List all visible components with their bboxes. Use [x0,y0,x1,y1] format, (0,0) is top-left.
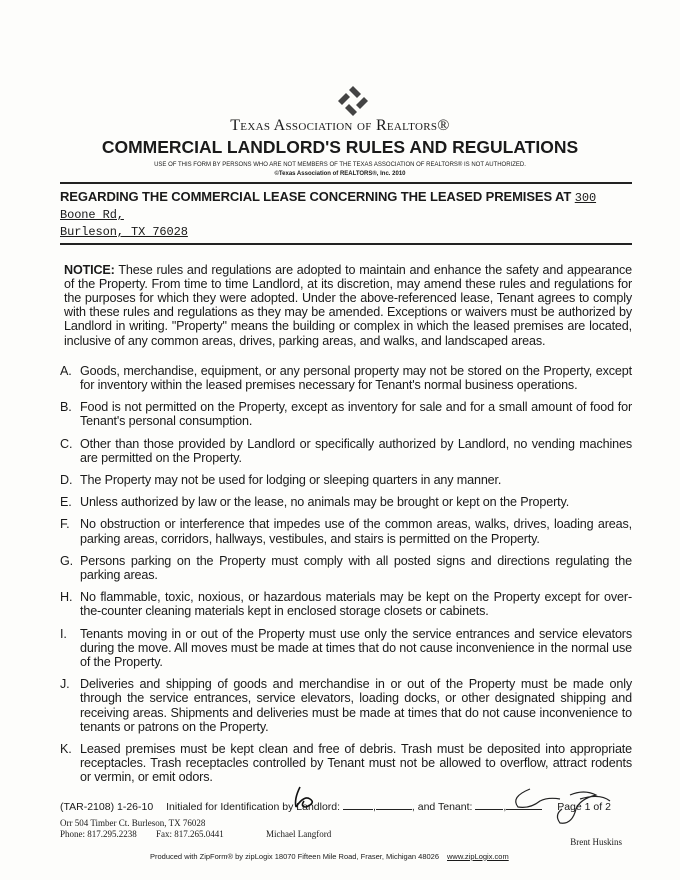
footer-initials-row: (TAR-2108) 1-26-10 Initialed for Identification by Landlord: , , and Tenant: , Page 1 of 2 [60,799,632,814]
rules-list [60,364,632,785]
rule-item [60,627,632,670]
client-name: Brent Huskins [570,836,622,847]
rule-text: The Property may not be used for lodging or sleeping quarters in any manner. [80,472,502,487]
rule-letter: A. [60,363,72,378]
tenant-initials-signature [500,785,620,830]
rule-item [60,495,632,509]
landlord-initial-1[interactable] [343,799,373,810]
rule-text: No flammable, toxic, noxious, or hazardous materials may be kept on the Property except for over-the-counter cleaning materials kept in enclosed storage closets or cabinets. [80,590,632,619]
address-line2: Burleson, TX 76028 [60,225,188,239]
regarding-section [60,189,632,240]
page-title: COMMERCIAL LANDLORD'S RULES AND REGULATIONS [101,137,579,157]
form-id: (TAR-2108) 1-26-10 [60,800,154,813]
rule-letter: K. [60,741,72,756]
initialed-label: Initialed for Identification by Landlord: [166,800,341,813]
produced-text: Produced with ZipForm® by zipLogix 18070 Fifteen Mile Road, Fraser, Michigan 48026 [150,851,440,861]
rule-text: Other than those provided by Landlord or specifically authorized by Landlord, no vending machines are permitted on the Property. [80,436,632,465]
rule-letter: I. [60,626,67,641]
office-address: Orr 504 Timber Ct. Burleson, TX 76028 [60,817,206,828]
contact-row [60,829,632,848]
rule-letter: F. [60,517,70,532]
divider [60,243,632,245]
form-body [60,182,632,862]
page-number: Page 1 of 2 [557,800,611,813]
usage-notice: USE OF THIS FORM BY PERSONS WHO ARE NOT MEMBERS OF THE TEXAS ASSOCIATION OF REALTORS® IS NOT AUTHORIZED. [154,162,526,168]
landlord-initial-2[interactable] [376,799,412,810]
notice-text: These rules and regulations are adopted to maintain and enhance the safety and appearance of the Property. From time to time Landlord, at its discretion, may amend these rules and regulations for the purposes for which they were adopted. Under the above-referenced lease, Tenant agrees to comply with these rules and regulations as they may be amended. Exceptions or waivers must be authorized by Landlord in writing. "Property" means the building or complex in which the leased premises are located, inclusive of any common areas, drives, parking areas, and walks, and landscaped areas. [64,262,632,348]
landlord-initials-signature [290,785,320,811]
rule-text: Persons parking on the Property must comply with all posted signs and directions regulating the parking areas. [80,553,632,582]
rule-letter: C. [60,436,73,451]
rule-text: Deliveries and shipping of goods and merchandise in or out of the Property must be made only through the service entrances, service elevators, loading docks, or other designated shipping and receiving areas. Shipments and deliveries must be made at times that do not cause inconvenience to tenants or patrons on the Property. [80,677,632,734]
rule-item [60,517,632,545]
rule-item [60,554,632,582]
rule-text: Unless authorized by law or the lease, no animals may be brought or kept on the Property. [80,495,570,510]
agent-name: Michael Langford [266,828,332,839]
rule-letter: E. [60,495,72,510]
rule-text: Tenants moving in or out of the Property must use only the service entrances and service elevators during the move. All moves must be made at times that do not cause inconvenience in the normal use of the Property. [80,626,632,669]
rule-letter: J. [60,677,70,692]
rule-item [60,400,632,428]
rule-item [60,742,632,785]
rule-item [60,473,632,487]
regarding-label: REGARDING THE COMMERCIAL LEASE CONCERNING THE LEASED PREMISES AT [60,189,572,204]
rule-text: Goods, merchandise, equipment, or any personal property may not be stored on the Property, except for inventory within the leased premises necessary for Tenant's normal business operations. [80,363,632,392]
copyright: ©Texas Association of REALTORS®, Inc. 2010 [274,171,406,177]
rule-text: Leased premises must be kept clean and free of debris. Trash must be deposited into appropriate receptacles. Trash receptacles controlled by Tenant must not be allowed to overflow, attract rodents or vermin, or emit odors. [80,741,632,785]
divider [60,182,632,184]
office-fax: Fax: 817.265.0441 [156,828,224,839]
rule-item [60,677,632,734]
address-line1: 300 Boone Rd, [60,191,597,222]
footer [60,799,632,862]
rule-letter: D. [60,472,73,487]
ziplogix-link[interactable]: www.zipLogix.com [447,851,509,861]
notice-label: NOTICE: [64,262,115,277]
rule-text: Food is not permitted on the Property, except as inventory for sale and for a small amount of food for Tenant's personal consumption. [80,400,632,429]
office-phone: Phone: 817.295.2238 [60,828,137,839]
rule-text: No obstruction or interference that impedes use of the common areas, walks, drives, loading areas, parking areas, corridors, hallways, vestibules, and stairs is permitted on the Property. [80,517,632,546]
rule-item [60,590,632,618]
notice-paragraph [60,263,632,348]
produced-by [60,852,632,862]
rule-item [60,437,632,465]
rule-letter: H. [60,590,73,605]
rule-item [60,364,632,392]
rule-letter: G. [60,553,73,568]
organization-name: Texas Association of Realtors® [230,117,450,134]
rule-letter: B. [60,400,72,415]
tar-logo-icon [336,84,370,118]
and-tenant-label: , and Tenant: [411,800,473,813]
